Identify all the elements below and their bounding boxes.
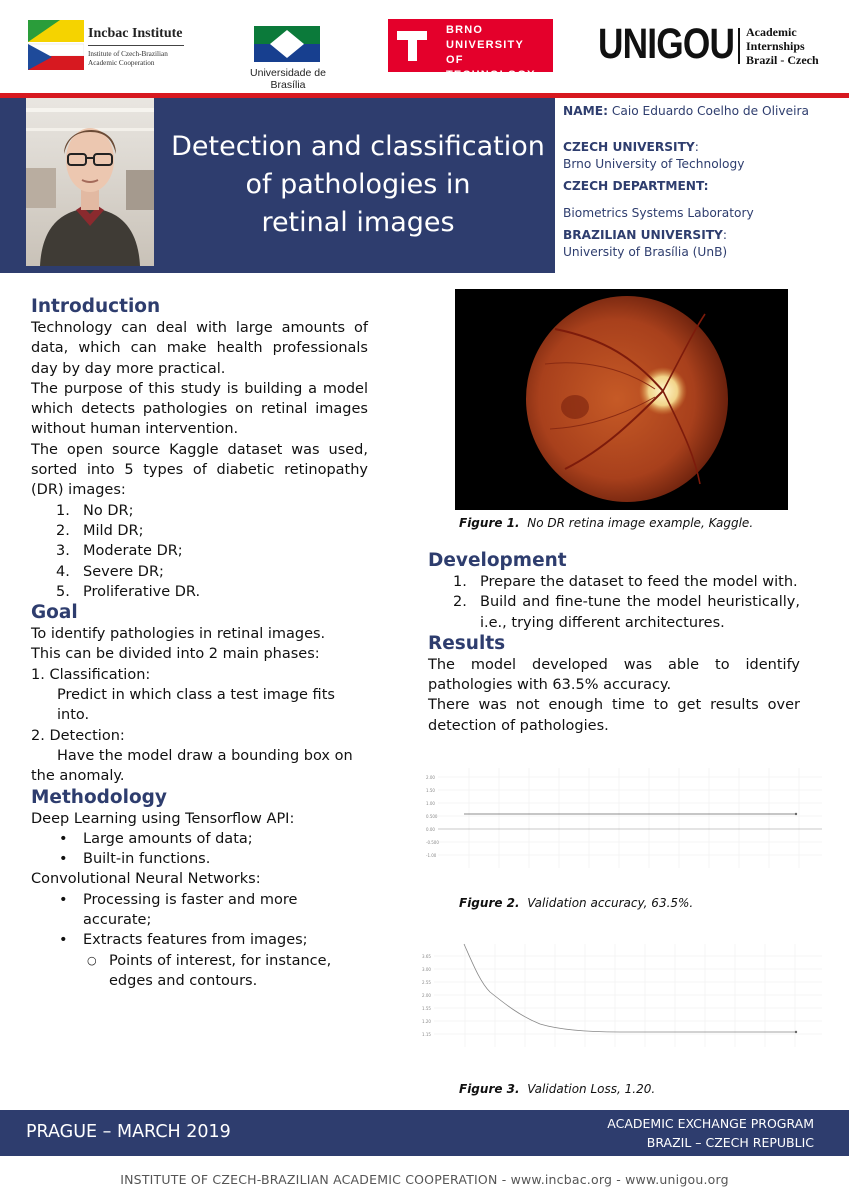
brno-text	[446, 23, 553, 83]
czech-university-value: Brno University of Technology	[563, 157, 745, 171]
incbac-logo	[28, 20, 188, 72]
brazilian-university-row: BRAZILIAN UNIVERSITY:	[563, 228, 727, 242]
svg-text:1.15: 1.15	[422, 1032, 431, 1037]
list-item: • Processing is faster and more accurate;	[59, 891, 298, 929]
title-line1: Detection and classification	[171, 131, 545, 162]
author-info	[563, 103, 843, 261]
introduction-p3: The open source Kaggle dataset was used, sorted into 5 types of diabetic retinopathy (DR) images:	[31, 441, 368, 499]
figure3-text: Validation Loss, 1.20.	[527, 1082, 656, 1096]
poster-title	[168, 128, 548, 242]
unigou-subtitle	[746, 25, 819, 67]
results-p2: There was not enough time to get results over detection of pathologies.	[428, 697, 800, 734]
svg-text:-1.00: -1.00	[426, 853, 437, 858]
list-item: 2. Build and fine-tune the model heuristically, i.e., trying different architectures.	[453, 594, 800, 631]
retina-figure	[455, 289, 788, 510]
development-list	[428, 572, 800, 633]
retina-image	[455, 289, 788, 510]
list-item: 4. Severe DR;	[56, 563, 164, 580]
name-row	[563, 103, 843, 120]
footer-program-line2: BRAZIL – CZECH REPUBLIC	[646, 1135, 814, 1150]
validation-loss-chart	[420, 942, 824, 1060]
brazilian-university-label: BRAZILIAN UNIVERSITY	[563, 228, 723, 242]
figure2-text: Validation accuracy, 63.5%.	[527, 896, 694, 910]
svg-text:3.65: 3.65	[422, 954, 431, 959]
unigou-word: UNIGOU	[598, 20, 735, 68]
czech-department-row	[563, 178, 843, 195]
incbac-divider	[88, 45, 184, 46]
validation-accuracy-chart	[424, 763, 824, 881]
brazilian-university-value: University of Brasília (UnB)	[563, 245, 728, 259]
list-item: 2. Mild DR;	[56, 522, 144, 539]
brno-line2: UNIVERSITY	[446, 39, 525, 51]
svg-text:3.00: 3.00	[422, 967, 431, 972]
svg-text:0.500: 0.500	[426, 814, 438, 819]
svg-text:1.20: 1.20	[422, 1019, 431, 1024]
svg-text:1.55: 1.55	[422, 1006, 431, 1011]
svg-text:1.00: 1.00	[426, 801, 435, 806]
figure1-label: Figure 1.	[459, 516, 520, 530]
footer-location-date: PRAGUE – MARCH 2019	[26, 1122, 231, 1142]
incbac-flag-icon	[28, 20, 84, 70]
incbac-sub-line2: Academic Cooperation	[88, 59, 155, 67]
goal-l5: 2. Detection:	[31, 727, 125, 744]
list-item: 1. Prepare the dataset to feed the model with.	[453, 574, 798, 590]
brno-t-icon	[388, 19, 438, 72]
figure2-label: Figure 2.	[459, 896, 520, 910]
incbac-name: Incbac Institute	[88, 26, 183, 41]
figure1-text: No DR retina image example, Kaggle.	[527, 516, 754, 530]
list-item: • Extracts features from images;	[59, 932, 308, 949]
figure2-caption	[459, 896, 693, 910]
brno-line1: BRNO	[446, 24, 484, 36]
footer-institute: INSTITUTE OF CZECH-BRAZILIAN ACADEMIC COOPERATION - www.incbac.org - www.unigou.org	[120, 1172, 729, 1187]
unb-mark-icon	[254, 26, 320, 62]
unb-name: Universidade de Brasília	[250, 67, 326, 91]
footer-program-line1: ACADEMIC EXCHANGE PROGRAM	[607, 1116, 814, 1131]
unb-logo	[232, 24, 344, 91]
goal-l4: Predict in which class a test image fits into.	[57, 687, 335, 724]
brno-line3: OF TECHNOLOGY	[446, 54, 536, 81]
czech-department-value: Biometrics Systems Laboratory	[563, 206, 754, 220]
figure3-label: Figure 3.	[459, 1082, 520, 1096]
right-column	[428, 550, 800, 736]
goal-l2: This can be divided into 2 main phases:	[31, 646, 320, 663]
left-column	[31, 296, 368, 991]
figure1-caption	[459, 516, 753, 530]
introduction-heading: Introduction	[31, 296, 161, 317]
svg-text:-0.500: -0.500	[426, 840, 439, 845]
methodology-l2: Convolutional Neural Networks:	[31, 871, 261, 888]
goal-l1: To identify pathologies in retinal images.	[31, 626, 326, 643]
unigou-sub-line1: Academic	[746, 25, 797, 39]
unigou-sub-line3: Brazil - Czech	[746, 53, 819, 67]
svg-text:2.00: 2.00	[422, 993, 431, 998]
svg-text:0.00: 0.00	[426, 827, 435, 832]
incbac-subtitle	[88, 50, 168, 68]
list-item: 3. Moderate DR;	[56, 543, 183, 560]
author-photo	[26, 98, 154, 266]
name-label: NAME:	[563, 104, 608, 118]
brno-logo	[388, 19, 553, 81]
development-heading: Development	[428, 550, 567, 571]
svg-text:2.55: 2.55	[422, 980, 431, 985]
goal-l6: Have the model draw a bounding box on the anomaly.	[31, 747, 353, 785]
introduction-p2: The purpose of this study is building a model which detects pathologies on retinal images without human intervention.	[31, 380, 368, 438]
unigou-logo	[598, 22, 824, 70]
loss-plot	[420, 942, 824, 1060]
dr-types-list	[31, 501, 368, 602]
introduction-p1: Technology can deal with large amounts of data, which can make health professionals day by day more practical.	[31, 320, 368, 377]
unigou-divider	[738, 28, 740, 64]
goal-l3: 1. Classification:	[31, 666, 151, 683]
unigou-sub-line2: Internships	[746, 39, 805, 53]
footer-program	[607, 1114, 814, 1152]
czech-department-label: CZECH DEPARTMENT:	[563, 179, 709, 193]
svg-text:2.00: 2.00	[426, 775, 435, 780]
list-item: 1. No DR;	[56, 502, 134, 519]
list-item: • Large amounts of data;	[59, 830, 253, 847]
accuracy-plot	[424, 763, 824, 881]
goal-heading: Goal	[31, 602, 78, 624]
title-line2: of pathologies in	[245, 169, 471, 200]
list-item: 5. Proliferative DR.	[56, 583, 201, 600]
methodology-l1: Deep Learning using Tensorflow API:	[31, 810, 295, 827]
results-p1: The model developed was able to identify pathologies with 63.5% accuracy.	[428, 656, 800, 694]
methodology-heading: Methodology	[31, 786, 167, 808]
list-item: • Built-in functions.	[59, 851, 211, 868]
svg-text:1.50: 1.50	[426, 788, 435, 793]
czech-university-label: CZECH UNIVERSITY	[563, 140, 695, 154]
list-item: ○ Points of interest, for instance, edges and contours.	[87, 952, 332, 989]
results-heading: Results	[428, 632, 506, 654]
name-value: Caio Eduardo Coelho de Oliveira	[611, 104, 809, 118]
czech-university-row: CZECH UNIVERSITY:	[563, 140, 699, 154]
title-line3: retinal images	[261, 207, 455, 238]
figure3-caption	[459, 1082, 655, 1096]
incbac-sub-line1: Institute of Czech-Brazilian	[88, 50, 168, 58]
author-portrait-image	[26, 98, 154, 266]
